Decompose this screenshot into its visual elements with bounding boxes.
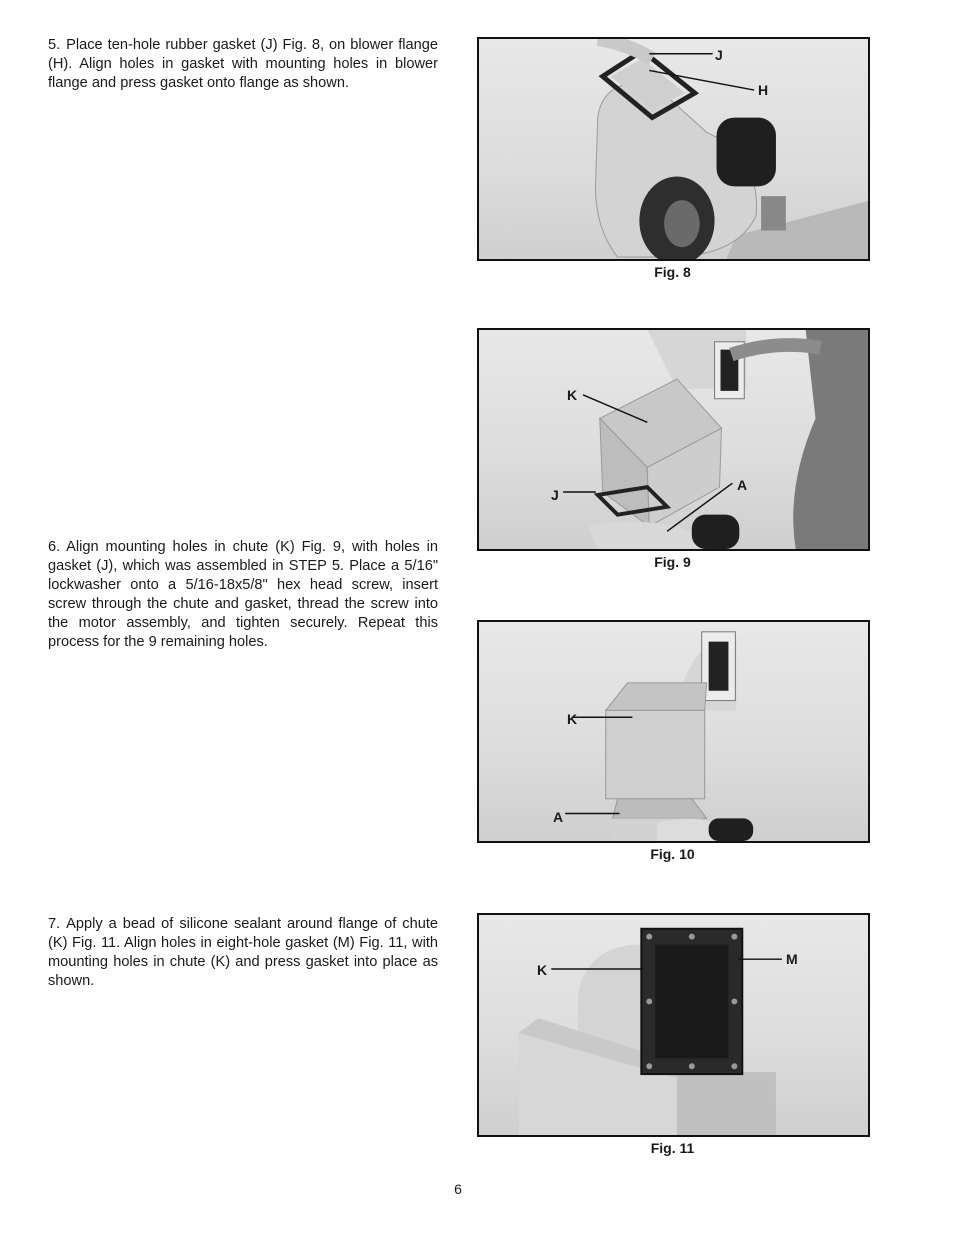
gasket-on-chute-illustration xyxy=(479,915,868,1135)
figure-9-caption: Fig. 9 xyxy=(654,554,691,570)
callout-j: J xyxy=(715,47,723,63)
figure-8-photo xyxy=(477,37,870,261)
step-5 xyxy=(48,36,438,93)
step-number: 7. xyxy=(48,916,61,932)
callout-a: A xyxy=(737,477,748,493)
chute-assembly-illustration xyxy=(479,330,868,549)
blower-gasket-illustration xyxy=(479,39,868,259)
callout-k: K xyxy=(567,711,578,727)
figure-11-caption: Fig. 11 xyxy=(650,1140,695,1156)
figure-9-photo xyxy=(477,328,870,551)
step-6 xyxy=(48,538,438,652)
step-text: Align mounting holes in chute (K) Fig. 9, with holes in gasket (J), which was assembled in STEP 5. Place a 5/16" lockwasher onto a 5/16-18x5/8" hex head screw, insert screw through the chute and gasket, thread the screw into the motor assembly, and tighten securely. Repeat this process for the 9 remaining holes. xyxy=(48,539,438,650)
callout-h: H xyxy=(758,82,769,98)
chute-mounted-illustration xyxy=(479,622,868,841)
callout-j: J xyxy=(551,487,559,503)
callout-k: K xyxy=(567,387,578,403)
figure-9 xyxy=(477,328,870,570)
callout-k: K xyxy=(537,962,548,978)
step-number: 6. xyxy=(48,539,61,555)
figure-10 xyxy=(477,620,870,862)
callout-a: A xyxy=(553,809,564,825)
step-text: Place ten-hole rubber gasket (J) Fig. 8, on blower flange (H). Align holes in gasket with mounting holes in blower flange and press gasket onto flange as shown. xyxy=(48,37,438,91)
figure-8-caption: Fig. 8 xyxy=(654,264,691,280)
figure-10-photo xyxy=(477,620,870,843)
figure-11-photo xyxy=(477,913,870,1137)
callout-m: M xyxy=(786,951,798,967)
step-text: Apply a bead of silicone sealant around flange of chute (K) Fig. 11. Align holes in eight-hole gasket (M) Fig. 11, with mounting holes in chute (K) and press gasket into place as shown. xyxy=(48,916,438,989)
figure-8 xyxy=(477,37,870,280)
step-number: 5. xyxy=(48,37,61,53)
figure-11 xyxy=(477,913,870,1156)
step-7 xyxy=(48,915,438,991)
page-number: 6 xyxy=(454,1181,462,1197)
figure-10-caption: Fig. 10 xyxy=(650,846,695,862)
